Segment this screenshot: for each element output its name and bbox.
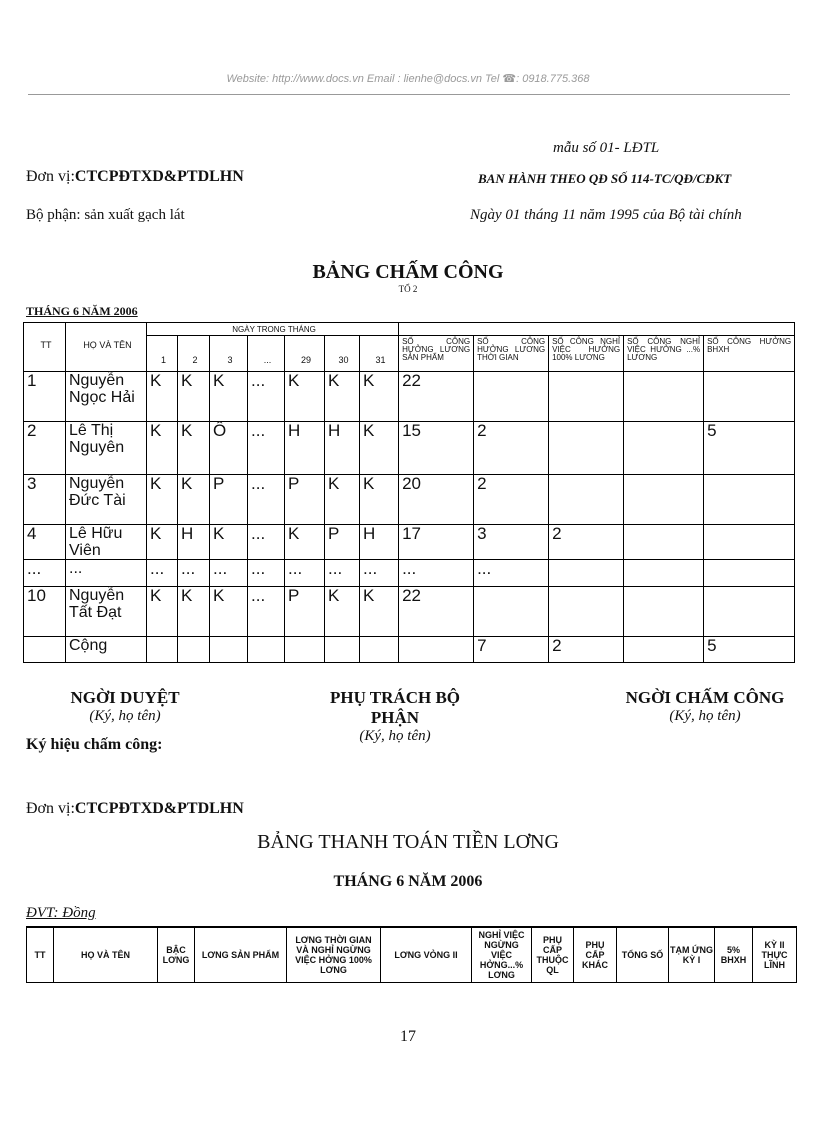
cell-day: [360, 637, 399, 663]
cell-name: Lê Thị Nguyên: [66, 422, 147, 475]
col-summary: SỐ CÔNG HƯỞNG LƯƠNG SẢN PHẨM: [399, 336, 474, 372]
payroll-unit-line: [26, 800, 244, 818]
cell-day: K: [147, 587, 178, 637]
cell-summary: [474, 587, 549, 637]
cell-day: K: [178, 587, 210, 637]
unit-name: CTCPĐTXD&PTDLHN: [74, 168, 244, 185]
cell-tt: 3: [24, 475, 66, 525]
cell-summary: 5: [704, 637, 795, 663]
cell-tt: 2: [24, 422, 66, 475]
cell-day: K: [147, 525, 178, 560]
cell-summary: [624, 475, 704, 525]
cell-summary: 15: [399, 422, 474, 475]
payroll-col: LƠNG THỜI GIAN VÀ NGHỈ NGỪNG VIỆC HỞNG 100% LƠNG: [287, 927, 381, 983]
table-row: [24, 422, 795, 475]
col-summary: SỐ CÔNG HƯỞNG BHXH: [704, 336, 795, 372]
cell-tt: 4: [24, 525, 66, 560]
payroll-col: TẠM ỨNG KỲ I: [669, 927, 715, 983]
cell-summary: [549, 587, 624, 637]
cell-summary: [549, 422, 624, 475]
cell-tt: 10: [24, 587, 66, 637]
payroll-unit-label: Đơn vị:: [26, 800, 75, 817]
table-row: [24, 525, 795, 560]
cell-summary: 22: [399, 587, 474, 637]
payroll-unit-name: CTCPĐTXD&PTDLHN: [74, 800, 244, 817]
cell-day: K: [178, 372, 210, 422]
signature-title: NGỜI DUYỆT: [70, 688, 180, 707]
cell-summary: 22: [399, 372, 474, 422]
cell-summary: [399, 637, 474, 663]
cell-day: H: [178, 525, 210, 560]
cell-day: K: [285, 372, 325, 422]
cell-summary: [624, 587, 704, 637]
col-days-group: NGÀY TRONG THÁNG: [147, 323, 399, 336]
attendance-title: BẢNG CHẤM CÔNG: [312, 261, 504, 283]
payroll-col: LƠNG VỎNG II: [381, 927, 472, 983]
cell-day: K: [325, 372, 360, 422]
cell-summary: 7: [474, 637, 549, 663]
cell-day: K: [147, 372, 178, 422]
currency-unit: ĐVT: Đồng: [26, 905, 96, 921]
col-summary: SỐ CÔNG NGHỈ VIỆC HƯỞNG ...% LƯƠNG: [624, 336, 704, 372]
cell-summary: [624, 372, 704, 422]
cell-summary: ...: [474, 560, 549, 587]
signature-title: PHỤ TRÁCH BỘ PHẬN: [329, 688, 461, 727]
cell-day: K: [360, 475, 399, 525]
cell-name: Lê Hữu Viên: [66, 525, 147, 560]
cell-day: ...: [360, 560, 399, 587]
team-label: TỔ 2: [398, 284, 418, 294]
department: Bộ phận: sản xuất gạch lát: [26, 207, 185, 223]
cell-day: ...: [178, 560, 210, 587]
unit-label: Đơn vị:: [26, 168, 75, 185]
cell-day: K: [325, 587, 360, 637]
col-summary-group: [399, 323, 795, 336]
cell-day: ...: [147, 560, 178, 587]
cell-day: K: [360, 372, 399, 422]
signature-timekeeper: [620, 688, 790, 725]
cell-summary: 20: [399, 475, 474, 525]
payroll-col: LƠNG SẢN PHẨM: [195, 927, 287, 983]
website-header: Website: http://www.docs.vn Email : lienhe@docs.vn Tel ☎: 0918.775.368: [226, 73, 590, 85]
table-row: [24, 475, 795, 525]
signature-note: (Ký, họ tên): [669, 708, 741, 724]
cell-summary: 2: [474, 475, 549, 525]
cell-name: Nguyễn Đức Tài: [66, 475, 147, 525]
issued-by: BAN HÀNH THEO QĐ SỐ 114-TC/QĐ/CĐKT: [478, 171, 732, 186]
attendance-period: THÁNG 6 NĂM 2006: [26, 304, 138, 318]
signature-title: NGỜI CHẤM CÔNG: [625, 688, 785, 707]
col-day: 30: [325, 336, 360, 372]
cell-day: K: [360, 422, 399, 475]
cell-day: K: [210, 372, 248, 422]
cell-summary: [704, 372, 795, 422]
cell-name: ...: [66, 560, 147, 587]
col-day: 1: [147, 336, 178, 372]
issued-date: Ngày 01 tháng 11 năm 1995 của Bộ tài chính: [470, 207, 742, 223]
cell-day: P: [210, 475, 248, 525]
cell-day: ...: [248, 525, 285, 560]
cell-day: ...: [248, 475, 285, 525]
cell-summary: [624, 422, 704, 475]
col-day: 3: [210, 336, 248, 372]
col-summary: SỐ CÔNG HƯỞNG LƯƠNG THỜI GIAN: [474, 336, 549, 372]
cell-day: K: [285, 525, 325, 560]
cell-name: Nguyễn Ngọc Hải: [66, 372, 147, 422]
cell-summary: [474, 372, 549, 422]
cell-day: H: [285, 422, 325, 475]
col-day: ...: [248, 336, 285, 372]
cell-day: P: [285, 587, 325, 637]
payroll-col: HỌ VÀ TÊN: [54, 927, 158, 983]
cell-summary: [704, 587, 795, 637]
cell-day: K: [178, 422, 210, 475]
cell-summary: 5: [704, 422, 795, 475]
cell-day: ...: [248, 422, 285, 475]
cell-day: ...: [248, 587, 285, 637]
payroll-col: 5% BHXH: [715, 927, 753, 983]
payroll-table: [26, 926, 797, 983]
col-day: 2: [178, 336, 210, 372]
cell-day: [248, 637, 285, 663]
cell-day: H: [360, 525, 399, 560]
cell-summary: [549, 372, 624, 422]
cell-day: K: [325, 475, 360, 525]
col-day: 29: [285, 336, 325, 372]
cell-day: P: [285, 475, 325, 525]
cell-summary: [549, 475, 624, 525]
payroll-col: PHỤ CẤP KHÁC: [574, 927, 617, 983]
signature-note: (Ký, họ tên): [359, 728, 431, 744]
unit-line: [26, 168, 244, 186]
cell-day: ...: [248, 372, 285, 422]
cell-summary: 2: [549, 525, 624, 560]
signature-dept-head: [305, 688, 485, 745]
col-summary: SỐ CÔNG NGHỈ VIỆC HƯỞNG 100% LƯƠNG: [549, 336, 624, 372]
cell-summary: [624, 525, 704, 560]
cell-day: P: [325, 525, 360, 560]
cell-summary: 2: [474, 422, 549, 475]
table-row: [24, 637, 795, 663]
col-name: HỌ VÀ TÊN: [66, 323, 147, 372]
cell-day: H: [325, 422, 360, 475]
cell-day: Ô: [210, 422, 248, 475]
cell-name: Cộng: [66, 637, 147, 663]
legend-label: Ký hiệu chấm công:: [26, 736, 163, 753]
payroll-col: TỔNG SỐ: [617, 927, 669, 983]
cell-day: K: [147, 422, 178, 475]
payroll-col: TT: [27, 927, 54, 983]
col-tt: TT: [24, 323, 66, 372]
cell-day: ...: [285, 560, 325, 587]
cell-summary: 17: [399, 525, 474, 560]
cell-day: [178, 637, 210, 663]
cell-day: [285, 637, 325, 663]
payroll-col: PHỤ CẤP THUỘC QL: [532, 927, 574, 983]
header-divider: [28, 94, 790, 95]
signature-approver: [40, 688, 210, 725]
cell-summary: [624, 560, 704, 587]
cell-summary: [624, 637, 704, 663]
payroll-col: NGHỈ VIỆC NGỪNG VIỆC HỞNG...% LƠNG: [472, 927, 532, 983]
cell-day: K: [210, 587, 248, 637]
form-number: mẫu số 01- LĐTL: [553, 140, 660, 156]
cell-day: K: [210, 525, 248, 560]
cell-tt: 1: [24, 372, 66, 422]
cell-day: [210, 637, 248, 663]
page-number: 17: [400, 1028, 416, 1045]
cell-day: K: [360, 587, 399, 637]
payroll-title: BẢNG THANH TOÁN TIỀN LƠNG: [257, 831, 559, 853]
payroll-period: THÁNG 6 NĂM 2006: [333, 873, 483, 890]
cell-summary: [704, 560, 795, 587]
cell-day: [325, 637, 360, 663]
cell-day: ...: [248, 560, 285, 587]
payroll-col: BẬC LƠNG: [158, 927, 195, 983]
cell-name: Nguyễn Tất Đạt: [66, 587, 147, 637]
payroll-col: KỲ II THỰC LĨNH: [753, 927, 797, 983]
cell-summary: ...: [399, 560, 474, 587]
table-row: [24, 372, 795, 422]
cell-tt: [24, 637, 66, 663]
col-day: 31: [360, 336, 399, 372]
cell-day: K: [147, 475, 178, 525]
cell-day: ...: [325, 560, 360, 587]
cell-summary: 3: [474, 525, 549, 560]
cell-day: [147, 637, 178, 663]
cell-summary: [549, 560, 624, 587]
attendance-table: [23, 322, 795, 663]
cell-tt: ...: [24, 560, 66, 587]
table-row: [24, 587, 795, 637]
cell-day: ...: [210, 560, 248, 587]
cell-day: K: [178, 475, 210, 525]
cell-summary: [704, 475, 795, 525]
cell-summary: [704, 525, 795, 560]
table-row: [24, 560, 795, 587]
signature-note: (Ký, họ tên): [89, 708, 161, 724]
cell-summary: 2: [549, 637, 624, 663]
